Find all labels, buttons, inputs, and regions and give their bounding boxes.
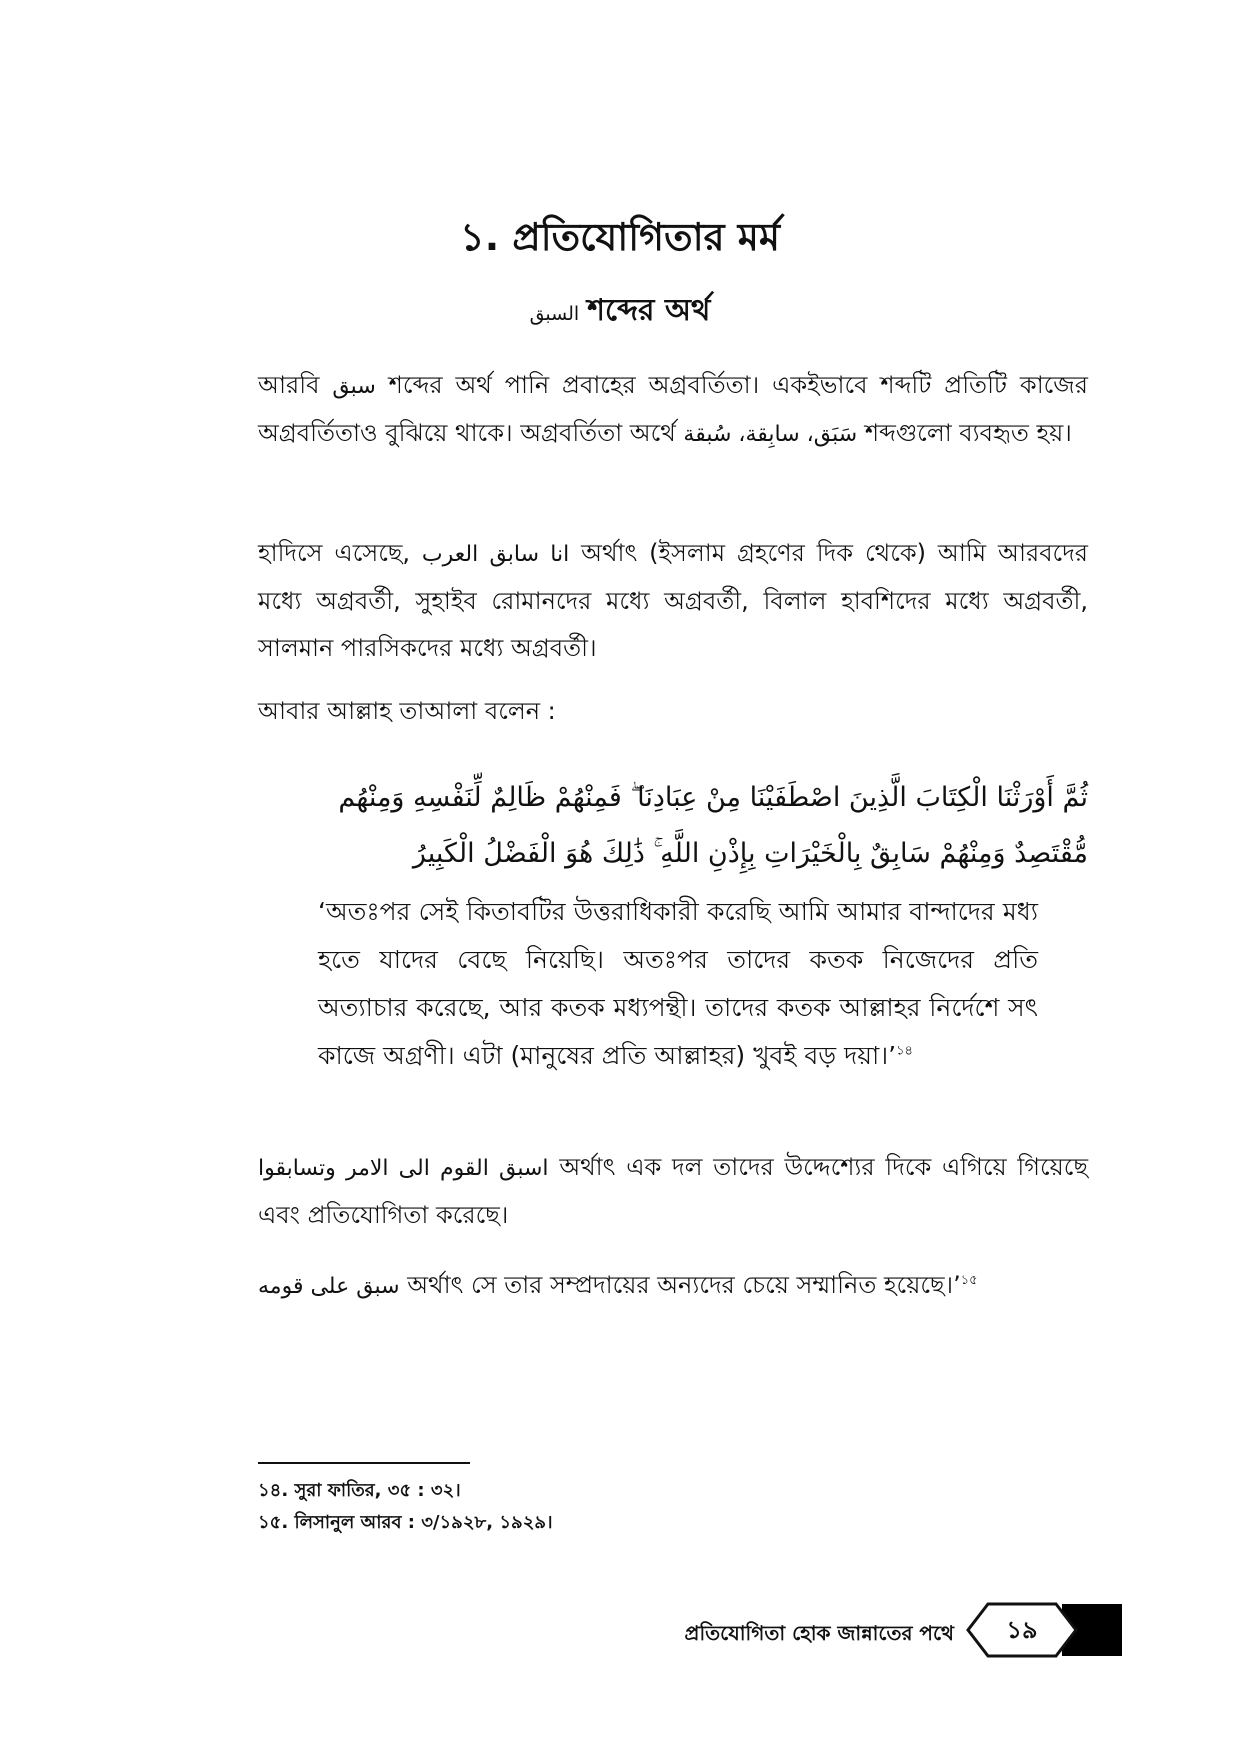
verse-line-2: مُّقْتَصِدٌ وَمِنْهُمْ سَابِقٌ بِالْخَيْرَاتِ بِإِذْنِ اللَّهِ ۚ ذَٰلِكَ هُوَ الْفَضْلُ الْكَبِيرُ (412, 838, 1088, 869)
section-arabic-term: السبق (529, 303, 580, 325)
text-run: অর্থাৎ এক দল তাদের উদ্দেশ্যের দিকে এগিয়ে গিয়েছে এবং প্রতিযোগিতা করেছে। (258, 1153, 1088, 1229)
footnote-marker-14[interactable]: ১৪ (896, 1043, 913, 1059)
text-run: শব্দগুলো ব্যবহৃত হয়। (857, 419, 1072, 447)
arabic-phrase: اسبق القوم الى الامر وتسابقوا (258, 1156, 549, 1181)
paragraph-word-meaning (258, 362, 1088, 458)
paragraph-tasabaqu (258, 1144, 1088, 1239)
paragraph-hadith (258, 530, 1088, 672)
text-run: অর্থাৎ সে তার সম্প্রদায়ের অন্যদের চেয়ে সম্মানিত হয়েছে।’ (399, 1271, 961, 1299)
verse-translation (318, 888, 1038, 1080)
text-run: শব্দের অর্থ পানি প্রবাহের অগ্রবর্তিতা। একইভাবে শব্দটি প্রতিটি কাজের অগ্রবর্তিতাও বুঝিয়ে থাকে। অগ্রবর্তিতা অর্থে (258, 371, 1088, 447)
footnote-14: ১৪. সুরা ফাতির, ৩৫ : ৩২। (258, 1480, 461, 1501)
arabic-phrase: سبق على قومه (258, 1274, 400, 1299)
page-number-badge (966, 1602, 1078, 1658)
footnote-15: ১৫. লিসানুল আরব : ৩/১৯২৮, ১৯২৯। (258, 1512, 553, 1533)
arabic-words: سَبَق، سابِقة، سُبقة (683, 422, 858, 447)
verse-line-1: ثُمَّ أَوْرَثْنَا الْكِتَابَ الَّذِينَ اصْطَفَيْنَا مِنْ عِبَادِنَا ۖ فَمِنْهُمْ ظَالِمٌ لِّنَفْسِهِ وَمِنْهُم (338, 782, 1088, 813)
arabic-phrase: انا سابق العرب (421, 542, 570, 567)
footnote-divider (258, 1462, 470, 1464)
section-heading-text: শব্দের অর্থ (587, 293, 711, 328)
paragraph-sabaqa-ala (258, 1262, 1088, 1310)
translation-text: ‘অতঃপর সেই কিতাবটির উত্তরাধিকারী করেছি আমি আমার বান্দাদের মধ্য হতে যাদের বেছে নিয়েছি। অতঃপর তাদের কতক নিজেদের প্রতি অত্যাচার করেছে, আর কতক মধ্যপন্থী। তাদের কতক আল্লাহর নির্দেশে সৎ কাজে অগ্রণী। এটা (মানুষের প্রতি আল্লাহর) খুবই বড় দয়া।’ (318, 897, 1038, 1070)
quran-verse (300, 770, 1088, 882)
running-footer-title: প্রতিযোগিতা হোক জান্নাতের পথে (684, 1621, 954, 1645)
paragraph-verse-intro: আবার আল্লাহ তাআলা বলেন : (258, 697, 556, 725)
text-run: হাদিসে এসেছে, (258, 539, 422, 567)
footnote-marker-15[interactable]: ১৫ (960, 1273, 978, 1288)
page-number: ১৯ (1006, 1616, 1038, 1644)
section-heading (0, 290, 1240, 335)
arabic-word: سبق (332, 374, 376, 399)
text-run: অর্থাৎ (ইসলাম গ্রহণের দিক থেকে) আমি আরবদের মধ্যে অগ্রবর্তী, সুহাইব রোমানদের মধ্যে অগ্রবর্তী, বিলাল হাবশিদের মধ্যে অগ্রবর্তী, সালমান পারসিকদের মধ্যে অগ্রবর্তী। (258, 539, 1089, 662)
text-run: আরবি (258, 371, 333, 399)
chapter-title: ১. প্রতিযোগিতার মর্ম (460, 215, 780, 259)
